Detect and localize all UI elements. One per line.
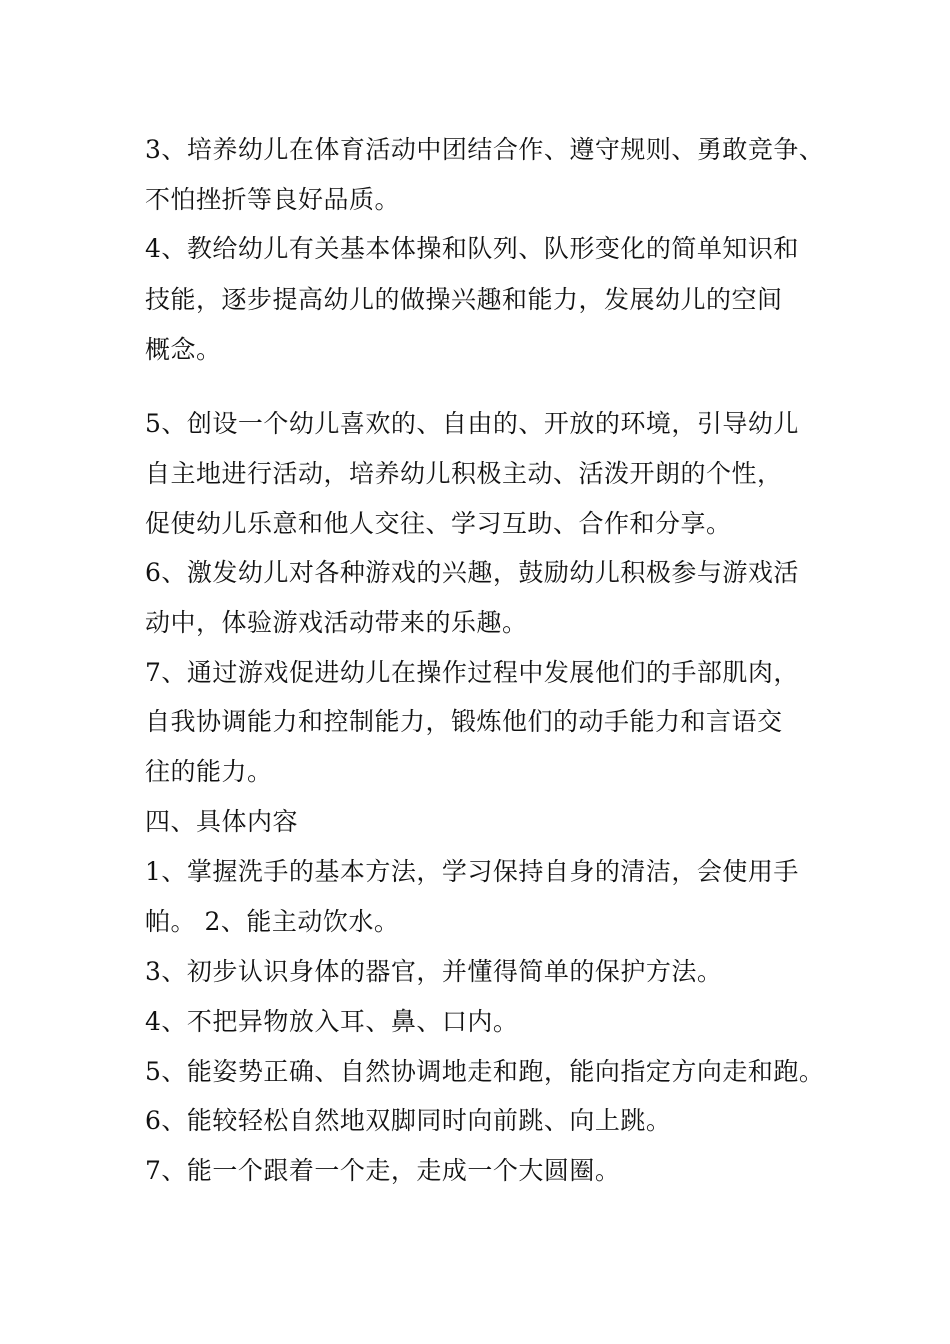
text-line: 7、能一个跟着一个走，走成一个大圆圈。 bbox=[145, 1156, 621, 1185]
text-line: 4、不把异物放入耳、鼻、口内。 bbox=[145, 1007, 519, 1036]
text-line: 自我协调能力和控制能力，锻炼他们的动手能力和言语交 bbox=[145, 707, 783, 736]
text-line: 动中，体验游戏活动带来的乐趣。 bbox=[145, 608, 528, 637]
text-line: 自主地进行活动，培养幼儿积极主动、活泼开朗的个性， bbox=[145, 459, 783, 488]
text-line: 5、创设一个幼儿喜欢的、自由的、开放的环境，引导幼儿 bbox=[145, 409, 799, 438]
text-line: 7、通过游戏促进幼儿在操作过程中发展他们的手部肌肉， bbox=[145, 658, 799, 687]
text-line: 帕。 2、能主动饮水。 bbox=[145, 907, 400, 936]
text-line: 3、初步认识身体的器官，并懂得简单的保护方法。 bbox=[145, 957, 723, 986]
text-line: 概念。 bbox=[145, 335, 222, 364]
section-heading: 四、具体内容 bbox=[145, 807, 299, 836]
text-line: 不怕挫折等良好品质。 bbox=[145, 185, 401, 214]
text-line: 1、掌握洗手的基本方法，学习保持自身的清洁，会使用手 bbox=[145, 857, 799, 886]
text-line: 6、能较轻松自然地双脚同时向前跳、向上跳。 bbox=[145, 1106, 672, 1135]
text-line: 4、教给幼儿有关基本体操和队列、队形变化的简单知识和 bbox=[145, 234, 799, 263]
text-line: 技能，逐步提高幼儿的做操兴趣和能力，发展幼儿的空间 bbox=[145, 285, 783, 314]
text-line: 促使幼儿乐意和他人交往、学习互助、合作和分享。 bbox=[145, 509, 732, 538]
text-line: 5、能姿势正确、自然协调地走和跑，能向指定方向走和跑。 bbox=[145, 1057, 825, 1086]
text-line: 6、激发幼儿对各种游戏的兴趣，鼓励幼儿积极参与游戏活 bbox=[145, 558, 799, 587]
text-line: 往的能力。 bbox=[145, 757, 273, 786]
text-line: 3、培养幼儿在体育活动中团结合作、遵守规则、勇敢竞争、 bbox=[145, 135, 825, 164]
